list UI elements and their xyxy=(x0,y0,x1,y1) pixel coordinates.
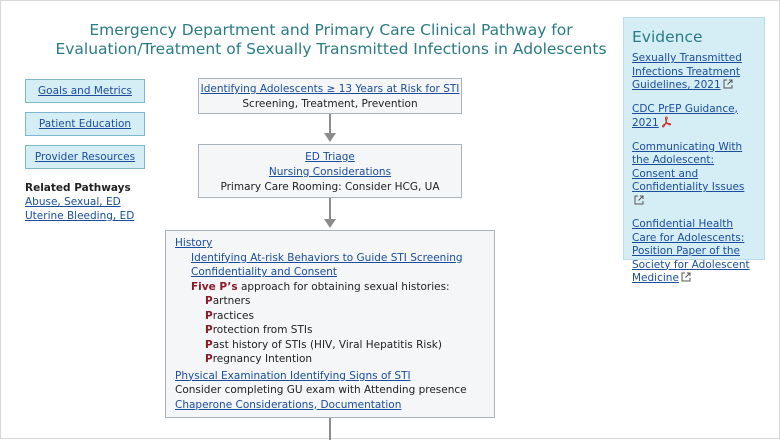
related-pathways xyxy=(25,181,134,223)
p-item-partners xyxy=(175,294,494,309)
at-risk-behaviors-link[interactable]: Identifying At-risk Behaviors to Guide STI Screening xyxy=(191,251,463,264)
five-ps-text: approach for obtaining sexual histories: xyxy=(237,280,450,293)
nursing-considerations-link[interactable]: Nursing Considerations xyxy=(268,166,392,178)
primary-care-rooming-text: Primary Care Rooming: Consider HCG, UA xyxy=(220,181,440,193)
p-rest: rotection from STIs xyxy=(212,324,313,336)
flow-arrow-head-1 xyxy=(324,133,336,142)
p-letter: P xyxy=(205,324,213,336)
related-link-abuse-sexual-ed[interactable]: Abuse, Sexual, ED xyxy=(25,196,121,208)
evidence-item xyxy=(632,52,756,93)
p-item-practices xyxy=(175,309,494,324)
flow-arrow-line-3 xyxy=(329,418,331,440)
p-letter: P xyxy=(205,338,213,351)
provider-resources-button[interactable] xyxy=(25,145,145,169)
history-link[interactable]: History xyxy=(175,237,213,249)
flow-box-triage xyxy=(198,144,462,198)
external-link-icon xyxy=(681,272,691,282)
p-rest: artners xyxy=(212,295,251,307)
page-title-line1: Emergency Department and Primary Care Clinical Pathway for xyxy=(89,21,573,39)
five-ps-label: Five P’s xyxy=(191,280,238,293)
chaperone-considerations-link[interactable]: Chaperone Considerations, Documentation xyxy=(175,398,402,411)
flow-arrow-line-1 xyxy=(329,114,331,134)
goals-and-metrics-label: Goals and Metrics xyxy=(38,85,132,97)
five-ps-line xyxy=(175,280,494,295)
p-letter: P xyxy=(205,353,213,365)
sti-treatment-guidelines-link[interactable]: Sexually Transmitted Infections Treatment Guidelines, 2021 xyxy=(632,52,742,91)
evidence-panel xyxy=(623,17,765,284)
external-link-icon xyxy=(723,79,733,89)
patient-education-button[interactable] xyxy=(25,112,145,136)
physical-examination-link[interactable]: Physical Examination Identifying Signs of STI xyxy=(175,369,411,382)
flow-arrow-head-2 xyxy=(324,219,336,228)
confidentiality-consent-link[interactable]: Confidentiality and Consent xyxy=(191,266,337,278)
screening-treatment-prevention-text: Screening, Treatment, Prevention xyxy=(242,98,418,110)
gu-exam-text: Consider completing GU exam with Attending presence xyxy=(175,384,467,396)
evidence-heading: Evidence xyxy=(632,28,703,46)
communicating-with-adolescent-link[interactable]: Communicating With the Adolescent: Consent and Confidentiality Issues xyxy=(632,140,745,193)
page-title-line2: Evaluation/Treatment of Sexually Transmitted Infections in Adolescents xyxy=(55,40,607,58)
p-item-past-history xyxy=(175,338,494,353)
identifying-adolescents-link[interactable]: Identifying Adolescents ≥ 13 Years at Risk for STI xyxy=(200,83,460,95)
p-rest: ractices xyxy=(212,309,254,322)
related-pathways-heading: Related Pathways xyxy=(25,182,131,194)
related-link-uterine-bleeding-ed[interactable]: Uterine Bleeding, ED xyxy=(25,210,135,222)
provider-resources-label: Provider Resources xyxy=(34,151,136,163)
patient-education-label: Patient Education xyxy=(38,118,132,130)
evidence-item xyxy=(632,103,756,131)
flow-box-identify xyxy=(198,78,462,114)
confidential-health-care-link[interactable]: Confidential Health Care for Adolescents: Position Paper of the Society for Adolescent Medicine xyxy=(632,218,750,284)
p-letter: P xyxy=(205,309,213,322)
p-rest: regnancy Intention xyxy=(212,353,313,365)
flow-box-history xyxy=(165,230,495,418)
pdf-icon xyxy=(661,116,672,128)
goals-and-metrics-button[interactable] xyxy=(25,79,145,103)
ed-triage-link[interactable]: ED Triage xyxy=(305,151,355,163)
evidence-item xyxy=(632,141,756,209)
p-rest: ast history of STIs (HIV, Viral Hepatitis Risk) xyxy=(212,338,442,351)
page-title xyxy=(41,21,621,59)
p-letter: P xyxy=(205,295,213,307)
p-item-protection xyxy=(175,323,494,338)
external-link-icon xyxy=(634,195,644,205)
flow-arrow-line-2 xyxy=(329,198,331,220)
p-item-pregnancy xyxy=(175,352,494,367)
evidence-item xyxy=(632,218,756,286)
cdc-prep-guidance-link[interactable]: CDC PrEP Guidance, 2021 xyxy=(632,102,738,129)
